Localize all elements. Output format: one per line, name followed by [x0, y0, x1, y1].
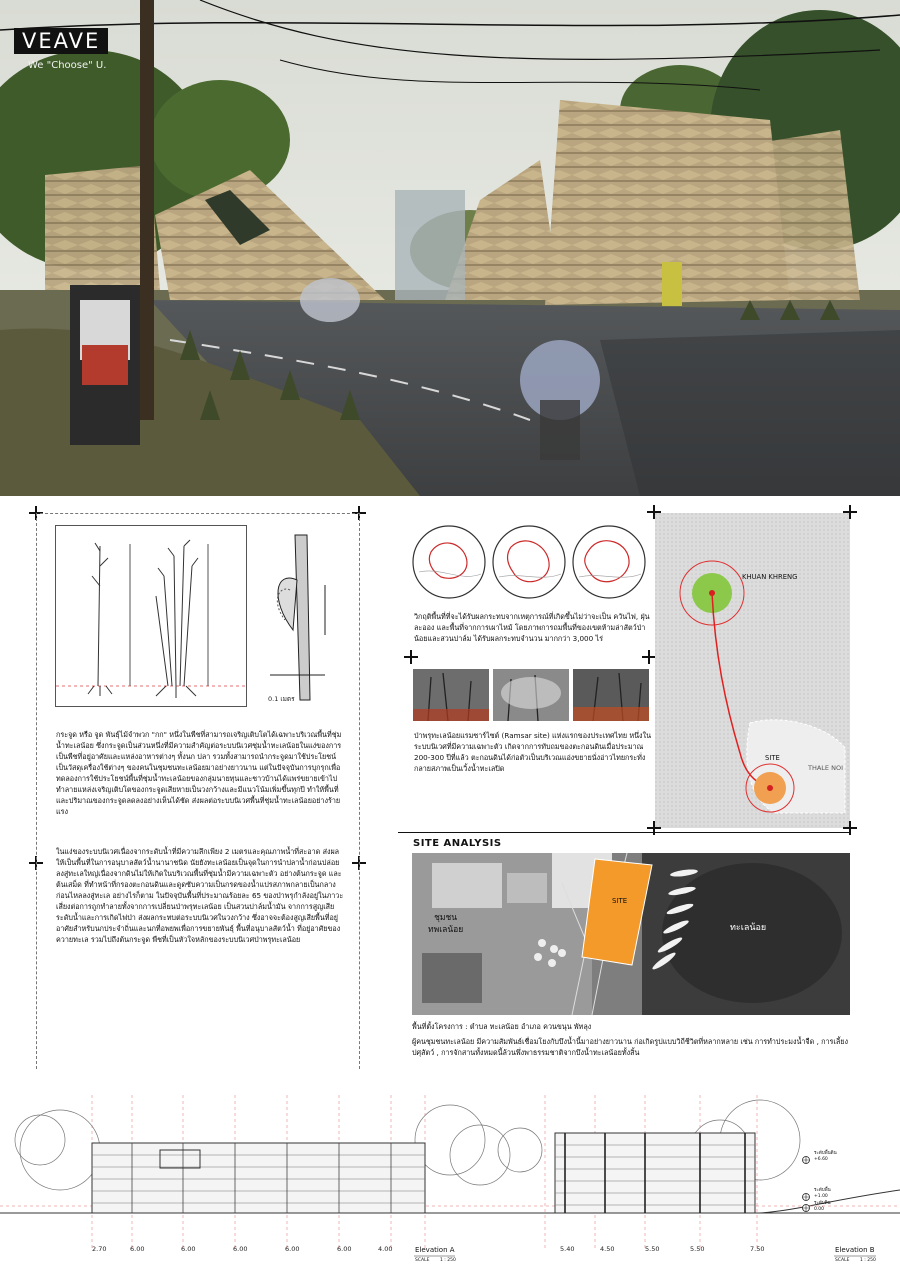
crop-mark [642, 650, 656, 664]
location-map [655, 513, 850, 828]
aerial-site-label: SITE [612, 897, 628, 905]
ramsar-caption: ป่าพรุทะเลน้อยแรมซาร์ไซต์ (Ramsar site) แห่งแรกของประเทศไทย หนึ่งในระบบนิเวศที่มีความเฉพาะตัว เกิดจากการทับถมของตะกอนดินเมื่อประมาณ 200-300 ปีที่แล้ว ตะกอนดินได้ก่อตัวเป็นบริเวณแอ่งขยายนั่งอ่าวไทยกระทั่งกลายสภาพเป็นเวิ้งน้ำทะเลปิด [414, 731, 651, 773]
elevation-b-dim: 4.50 [600, 1245, 615, 1253]
elevation-b-scale-label: SCALE [835, 1258, 850, 1263]
hero-illustration [0, 0, 900, 496]
elevation-a-scale-value: 1 : 250 [440, 1258, 456, 1263]
site-analysis-title: SITE ANALYSIS [413, 838, 502, 849]
lake-label: ทะเลน้อย [730, 923, 767, 933]
brand-title: VEAVE [14, 28, 108, 54]
fire-photos [413, 669, 649, 721]
elevation-a-title: Elevation A [415, 1246, 455, 1254]
elevation-b-dim: 7.50 [750, 1245, 765, 1253]
map-site-label: SITE [765, 754, 780, 762]
elevation-a-dim: 2.70 [92, 1245, 107, 1253]
elevation-a-dim: 6.00 [233, 1245, 248, 1253]
crop-mark [404, 650, 418, 664]
location-map-illustration [655, 513, 850, 828]
guide-line [40, 513, 360, 514]
elevation-b-scale-value: 1 : 250 [860, 1258, 876, 1263]
crop-mark [647, 505, 661, 519]
plant-illustration [56, 526, 246, 706]
elevation-b-dim: 5.50 [645, 1245, 660, 1253]
elevation-b-title: Elevation B [835, 1246, 875, 1254]
guide-line [359, 513, 360, 1069]
elevation-a-scale-label: SCALE [415, 1258, 430, 1263]
level-label: ระดับพื้น +1.00 [814, 1188, 831, 1199]
ecology-paragraph: ในแง่ของระบบนิเวศเนื่องจากระดับน้ำที่มีความลึกเพียง 2 เมตรและคุณภาพน้ำที่สะอาด ส่งผลให้เป็นพื้นที่ในการอนุบาลสัตว์น้ำนานาชนิด นัยยังทะเลน้อยเป็นจุดในการนำปลาน้ำก่อนปล่อยลงสู่ทะเลใหญ่เนื่องจากดินไม่ให้เกิดในบริเวณพื้นที่ชุ่มน้ำมีความเฉพาะตัว อย่างต้นกระจูด และ ต้นเสม็ด ที่ทำหน้าที่กรองตะกอนดินและดูดซับความเป็นกรดของน้ำแปรสภาพกลายเป็นกลางก่อนไหลลงสู่ทะเล อย่างไรก็ตาม ในปัจจุบันพื้นที่ประมาณร้อยละ 65 ของป่าพรุกำลังอยู่ในภาวะเสี่ยงต่อการถูกทำลายทั้งจากการเปลี่ยนป่าพรุทะเลน้อย เป็นสวนปาล์มน้ำมัน จากการสูญเสียระดับน้ำและการเกิดไฟป่า ส่งผลกระทบต่อระบบนิเวศในวงกว้าง ซึ่งอาจจะต้องสูญเสียพื้นที่อยู่อาศัยสำหรับนกประจำถิ่นและนกที่อพยพเพื่อการขยายพันธุ์ พื้นที่อนุบาลสัตว์น้ำ ที่อยู่อาศัยของควายทะเล รวมไปถึงต้นกระจูด พืชที่เป็นหัวใจหลักของระบบนิเวศป่าพรุทะเลน้อย [56, 847, 344, 944]
community-caption: ผู้คนชุมชนทะเลน้อย มีความสัมพันธ์เชื่อมโยงกับบึงน้ำนี้มาอย่างยาวนาน ก่อเกิดรูปแบบวิถีชีวิตที่หลากหลาย เช่น การทำประมงน้ำจืด , การเลี้ยงปศุสัตว์ , การจักสานทั้งหมดนี้ล้วนพึ่งพาธรรมชาติจากบึงน้ำทะเลน้อยทั้งสิ้น [412, 1037, 848, 1057]
elevation-a-dim: 6.00 [181, 1245, 196, 1253]
kachut-paragraph: กระจูด หรือ จูด พันธุ์ไม้จำพวก "กก" หนึ่งในพืชที่สามารถเจริญเติบโตได้เฉพาะบริเวณพื้นที่ชุ่มน้ำทะเลน้อย ซึ่งกระจูดเป็นส่วนหนึ่งที่มีความสำคัญต่อระบบนิเวศชุ่มน้ำทะเลน้อยในแง่ของการเป็นพืชที่อยู่อาศัยและแหล่งอาหารต่างๆ ทั้งนก ปลา รวมทั้งสามารถนำกระจูดมาใช้ประโยชน์ เป็นวัสดุเครื่องใช้ต่างๆ ของคนในชุมชนทะเลน้อยมาอย่างยาวนาน แต่ในปัจจุบันการบุกรุกเพื่อทดลองการใช้ประโยชน์พื้นที่ชุ่มน้ำทะเลน้อยของกลุ่มนายทุนและชาวบ้านได้แพร่ขยายเข้าไปทำลายแหล่งเจริญเติบโตของกระจูดเสียหายเป็นวงกว้างและมีแนวโน้มเพิ่มขึ้นทุกปี ทำให้พื้นที่และปริมาณของกระจูดลดลงอย่างเห็นได้ชัด ส่งผลต่อระบบนิเวศพื้นที่ชุ่มน้ำทะเลน้อยอย่างร้ายแรง [56, 730, 342, 816]
level-label: ระดับพื้นดิน +6.60 [814, 1151, 837, 1162]
elevation-b-dim: 5.40 [560, 1245, 575, 1253]
level-label: ระดับดิน 0.00 [814, 1201, 831, 1212]
elevation-a-dim: 6.00 [130, 1245, 145, 1253]
stem-dimension: 0.1 เมตร [268, 695, 295, 703]
site-analysis-divider [398, 832, 850, 833]
site-location-caption: พื้นที่ตั้งโครงการ : ตำบล ทะเลน้อย อำเภอ ควนขนุน พัทลุง [412, 1022, 592, 1031]
kachut-stem-section [255, 530, 350, 705]
thale-noi-label: THALE NOI [808, 764, 843, 772]
hero-render [0, 0, 900, 496]
impact-caption: วิกฤติพื้นที่ที่จะได้รับผลกระทบจากเหตุการณ์ที่เกิดขึ้นไม่ว่าจะเป็น ควันไฟ, ฝุ่นละออง และพื้นที่จากการเผาไหม้ โดยภาพการถมพื้นที่ของเขตห้ามล่าสัตว์ป่าน้อยและสวนปาล์ม ได้รับผลกระทบจำนวน มากกว่า 3,000 ไร่ [414, 612, 650, 643]
stem-illustration [255, 530, 350, 705]
site-aerial-photo [412, 853, 850, 1015]
elevation-a-dim: 6.00 [285, 1245, 300, 1253]
khuan-khreng-label: KHUAN KHRENG [742, 573, 798, 581]
community-label: ชุมชน ทพเลน้อย [428, 913, 464, 935]
elevation-b-dim: 5.50 [690, 1245, 705, 1253]
fire-photos-illustration [413, 669, 649, 721]
crop-mark [843, 505, 857, 519]
brand-slogan: We "Choose" U. [28, 60, 107, 71]
guide-line [36, 513, 37, 1069]
site-aerial-illustration [412, 853, 850, 1015]
elevation-a-dim: 6.00 [337, 1245, 352, 1253]
elevation-a-dim: 4.00 [378, 1245, 393, 1253]
impact-maps-illustration [411, 522, 647, 604]
kachut-plant-drawing [55, 525, 247, 707]
impact-maps [411, 522, 647, 604]
